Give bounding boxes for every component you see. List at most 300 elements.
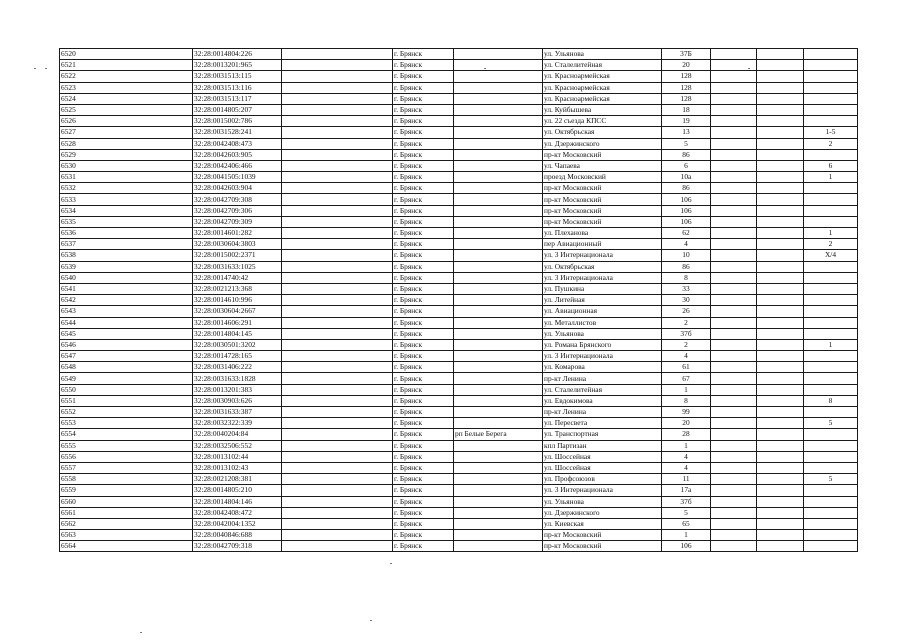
street-cell: ул. Евдокимова: [543, 395, 662, 406]
street-cell: ул. Дзержинского: [543, 507, 662, 518]
scan-speck: [484, 68, 486, 69]
city-cell: г. Брянск: [393, 216, 454, 227]
apartment-cell: 6: [804, 160, 858, 171]
empty-cell: [282, 295, 393, 306]
empty-cell: [711, 49, 757, 60]
house-number-cell: 37б: [662, 496, 711, 507]
record-number: 6563: [60, 530, 193, 541]
record-number: 6520: [60, 49, 193, 60]
empty-cell: [757, 362, 804, 373]
house-number-cell: 8: [662, 395, 711, 406]
empty-cell: [282, 485, 393, 496]
table-row: [60, 82, 858, 93]
apartment-cell: 5: [804, 418, 858, 429]
city-cell: г. Брянск: [393, 418, 454, 429]
street-cell: пр-кт Ленина: [543, 407, 662, 418]
apartment-cell: [804, 530, 858, 541]
empty-cell: [711, 261, 757, 272]
record-number: 6538: [60, 250, 193, 261]
house-number-cell: 13: [662, 127, 711, 138]
table-row: [60, 362, 858, 373]
cadastral-number: 32:28:0013201:383: [193, 384, 282, 395]
record-number: 6528: [60, 138, 193, 149]
city-cell: г. Брянск: [393, 239, 454, 250]
table-row: [60, 205, 858, 216]
record-number: 6547: [60, 351, 193, 362]
cadastral-number: 32:28:0042603:905: [193, 149, 282, 160]
empty-cell: [711, 183, 757, 194]
cadastral-number: 32:28:0015002:2371: [193, 250, 282, 261]
scan-speck: [370, 620, 372, 621]
apartment-cell: [804, 82, 858, 93]
record-number: 6544: [60, 317, 193, 328]
empty-cell: [757, 295, 804, 306]
house-number-cell: 61: [662, 362, 711, 373]
apartment-cell: 2: [804, 138, 858, 149]
cadastral-number: 32:28:0031513:117: [193, 93, 282, 104]
table-row: [60, 429, 858, 440]
house-number-cell: 128: [662, 93, 711, 104]
table-row: [60, 395, 858, 406]
house-number-cell: 30: [662, 295, 711, 306]
city-cell: г. Брянск: [393, 82, 454, 93]
empty-cell: [711, 127, 757, 138]
empty-cell: [711, 228, 757, 239]
empty-cell: [711, 116, 757, 127]
cadastral-number: 32:28:0040204:84: [193, 429, 282, 440]
settlement-cell: [454, 149, 543, 160]
empty-cell: [711, 272, 757, 283]
settlement-cell: [454, 116, 543, 127]
apartment-cell: [804, 485, 858, 496]
empty-cell: [757, 49, 804, 60]
record-number: 6530: [60, 160, 193, 171]
house-number-cell: 5: [662, 138, 711, 149]
house-number-cell: 4: [662, 451, 711, 462]
table-row: [60, 351, 858, 362]
cadastral-number: 32:28:0014606:291: [193, 317, 282, 328]
table-row: [60, 104, 858, 115]
city-cell: г. Брянск: [393, 541, 454, 552]
scan-speck: [45, 68, 47, 69]
city-cell: г. Брянск: [393, 395, 454, 406]
empty-cell: [282, 328, 393, 339]
empty-cell: [282, 474, 393, 485]
record-number: 6524: [60, 93, 193, 104]
empty-cell: [757, 216, 804, 227]
settlement-cell: [454, 82, 543, 93]
apartment-cell: [804, 205, 858, 216]
record-number: 6557: [60, 462, 193, 473]
empty-cell: [282, 205, 393, 216]
empty-cell: [282, 127, 393, 138]
empty-cell: [711, 485, 757, 496]
apartment-cell: [804, 116, 858, 127]
street-cell: ул. Ульянова: [543, 328, 662, 339]
settlement-cell: [454, 306, 543, 317]
cadastral-number: 32:28:0013201:965: [193, 60, 282, 71]
record-number: 6531: [60, 172, 193, 183]
empty-cell: [757, 474, 804, 485]
street-cell: ул. 3 Интернационала: [543, 485, 662, 496]
house-number-cell: 26: [662, 306, 711, 317]
empty-cell: [711, 172, 757, 183]
apartment-cell: [804, 317, 858, 328]
record-number: 6521: [60, 60, 193, 71]
table-row: [60, 127, 858, 138]
empty-cell: [711, 160, 757, 171]
empty-cell: [711, 440, 757, 451]
street-cell: кпл Партизан: [543, 440, 662, 451]
table-row: [60, 183, 858, 194]
city-cell: г. Брянск: [393, 451, 454, 462]
cadastral-number: 32:28:0030501:3202: [193, 339, 282, 350]
empty-cell: [282, 216, 393, 227]
record-number: 6551: [60, 395, 193, 406]
street-cell: ул. Шоссейная: [543, 451, 662, 462]
apartment-cell: [804, 272, 858, 283]
empty-cell: [282, 351, 393, 362]
city-cell: г. Брянск: [393, 507, 454, 518]
apartment-cell: [804, 351, 858, 362]
record-number: 6548: [60, 362, 193, 373]
house-number-cell: 62: [662, 228, 711, 239]
record-number: 6558: [60, 474, 193, 485]
empty-cell: [711, 138, 757, 149]
city-cell: г. Брянск: [393, 194, 454, 205]
empty-cell: [757, 138, 804, 149]
apartment-cell: [804, 429, 858, 440]
empty-cell: [711, 395, 757, 406]
empty-cell: [757, 373, 804, 384]
empty-cell: [757, 328, 804, 339]
cadastral-number: 32:28:0014805:207: [193, 104, 282, 115]
empty-cell: [757, 172, 804, 183]
empty-cell: [282, 60, 393, 71]
apartment-cell: [804, 93, 858, 104]
settlement-cell: [454, 60, 543, 71]
house-number-cell: 1: [662, 384, 711, 395]
city-cell: г. Брянск: [393, 104, 454, 115]
table-row: [60, 518, 858, 529]
table-row: [60, 496, 858, 507]
apartment-cell: [804, 407, 858, 418]
table-row: [60, 418, 858, 429]
street-cell: пр-кт Московский: [543, 205, 662, 216]
settlement-cell: [454, 362, 543, 373]
empty-cell: [282, 317, 393, 328]
empty-cell: [711, 339, 757, 350]
empty-cell: [711, 82, 757, 93]
street-cell: ул. Металлистов: [543, 317, 662, 328]
empty-cell: [711, 373, 757, 384]
empty-cell: [711, 418, 757, 429]
empty-cell: [757, 306, 804, 317]
street-cell: пр-кт Московский: [543, 541, 662, 552]
street-cell: ул. Октябрьская: [543, 261, 662, 272]
cadastral-number: 32:28:0014804:146: [193, 496, 282, 507]
street-cell: ул. Ульянова: [543, 49, 662, 60]
table-row: [60, 60, 858, 71]
record-number: 6554: [60, 429, 193, 440]
record-number: 6526: [60, 116, 193, 127]
empty-cell: [282, 272, 393, 283]
street-cell: ул. 22 съезда КПСС: [543, 116, 662, 127]
street-cell: ул. 3 Интернационала: [543, 272, 662, 283]
empty-cell: [711, 239, 757, 250]
city-cell: г. Брянск: [393, 306, 454, 317]
house-number-cell: 10а: [662, 172, 711, 183]
empty-cell: [282, 49, 393, 60]
empty-cell: [282, 507, 393, 518]
city-cell: г. Брянск: [393, 328, 454, 339]
street-cell: пер Авиационный: [543, 239, 662, 250]
street-cell: ул. Романа Брянского: [543, 339, 662, 350]
house-number-cell: 1: [662, 440, 711, 451]
empty-cell: [711, 216, 757, 227]
city-cell: г. Брянск: [393, 530, 454, 541]
house-number-cell: 106: [662, 541, 711, 552]
table-row: [60, 507, 858, 518]
cadastral-number: 32:28:0040846:688: [193, 530, 282, 541]
street-cell: ул. Ульянова: [543, 496, 662, 507]
street-cell: ул. 3 Интернационала: [543, 351, 662, 362]
settlement-cell: [454, 485, 543, 496]
city-cell: г. Брянск: [393, 71, 454, 82]
table-row: [60, 138, 858, 149]
apartment-cell: [804, 462, 858, 473]
house-number-cell: 99: [662, 407, 711, 418]
record-number: 6536: [60, 228, 193, 239]
apartment-cell: 5: [804, 474, 858, 485]
city-cell: г. Брянск: [393, 518, 454, 529]
empty-cell: [757, 418, 804, 429]
empty-cell: [757, 250, 804, 261]
street-cell: ул. Куйбышева: [543, 104, 662, 115]
city-cell: г. Брянск: [393, 317, 454, 328]
city-cell: г. Брянск: [393, 261, 454, 272]
settlement-cell: [454, 451, 543, 462]
table-row: [60, 541, 858, 552]
cadastral-number: 32:28:0014601:282: [193, 228, 282, 239]
empty-cell: [757, 239, 804, 250]
apartment-cell: [804, 451, 858, 462]
empty-cell: [711, 518, 757, 529]
apartment-cell: [804, 440, 858, 451]
city-cell: г. Брянск: [393, 116, 454, 127]
empty-cell: [711, 507, 757, 518]
table-row: [60, 485, 858, 496]
empty-cell: [757, 205, 804, 216]
empty-cell: [711, 429, 757, 440]
empty-cell: [282, 429, 393, 440]
empty-cell: [757, 127, 804, 138]
house-number-cell: 65: [662, 518, 711, 529]
street-cell: ул. 3 Интернационала: [543, 250, 662, 261]
cadastral-number: 32:28:0021208:381: [193, 474, 282, 485]
settlement-cell: [454, 395, 543, 406]
record-number: 6527: [60, 127, 193, 138]
empty-cell: [282, 138, 393, 149]
settlement-cell: [454, 205, 543, 216]
street-cell: пр-кт Московский: [543, 194, 662, 205]
empty-cell: [711, 250, 757, 261]
street-cell: ул. Сталелитейная: [543, 384, 662, 395]
apartment-cell: [804, 149, 858, 160]
empty-cell: [757, 407, 804, 418]
empty-cell: [711, 530, 757, 541]
empty-cell: [711, 541, 757, 552]
settlement-cell: [454, 384, 543, 395]
record-number: 6529: [60, 149, 193, 160]
settlement-cell: [454, 295, 543, 306]
empty-cell: [282, 172, 393, 183]
apartment-cell: [804, 518, 858, 529]
apartment-cell: 1-5: [804, 127, 858, 138]
table-row: [60, 149, 858, 160]
cadastral-number: 32:28:0030604:3803: [193, 239, 282, 250]
apartment-cell: [804, 104, 858, 115]
settlement-cell: [454, 138, 543, 149]
table-row: [60, 93, 858, 104]
cadastral-number: 32:28:0042709:318: [193, 541, 282, 552]
record-number: 6550: [60, 384, 193, 395]
empty-cell: [757, 462, 804, 473]
record-number: 6537: [60, 239, 193, 250]
cadastral-number: 32:28:0042709:309: [193, 216, 282, 227]
city-cell: г. Брянск: [393, 60, 454, 71]
city-cell: г. Брянск: [393, 496, 454, 507]
table-row: [60, 172, 858, 183]
record-number: 6555: [60, 440, 193, 451]
table-row: [60, 250, 858, 261]
empty-cell: [757, 317, 804, 328]
empty-cell: [757, 261, 804, 272]
empty-cell: [711, 205, 757, 216]
record-number: 6533: [60, 194, 193, 205]
empty-cell: [282, 418, 393, 429]
empty-cell: [282, 82, 393, 93]
house-number-cell: 19: [662, 116, 711, 127]
empty-cell: [757, 194, 804, 205]
house-number-cell: 1: [662, 530, 711, 541]
empty-cell: [757, 104, 804, 115]
empty-cell: [282, 339, 393, 350]
empty-cell: [282, 283, 393, 294]
city-cell: г. Брянск: [393, 373, 454, 384]
empty-cell: [282, 116, 393, 127]
scan-speck: [34, 68, 36, 69]
apartment-cell: [804, 71, 858, 82]
city-cell: г. Брянск: [393, 440, 454, 451]
street-cell: ул. Красноармейская: [543, 82, 662, 93]
street-cell: ул. Пересвета: [543, 418, 662, 429]
table-row: [60, 474, 858, 485]
empty-cell: [757, 451, 804, 462]
table-row: [60, 116, 858, 127]
cadastral-number: 32:28:0042709:308: [193, 194, 282, 205]
record-number: 6552: [60, 407, 193, 418]
settlement-cell: [454, 216, 543, 227]
settlement-cell: [454, 239, 543, 250]
settlement-cell: [454, 462, 543, 473]
house-number-cell: 20: [662, 60, 711, 71]
cadastral-number: 32:28:0032506:552: [193, 440, 282, 451]
empty-cell: [282, 462, 393, 473]
empty-cell: [282, 530, 393, 541]
empty-cell: [711, 104, 757, 115]
house-number-cell: 106: [662, 216, 711, 227]
scan-speck: [390, 563, 392, 564]
empty-cell: [757, 440, 804, 451]
apartment-cell: [804, 384, 858, 395]
apartment-cell: 2: [804, 239, 858, 250]
city-cell: г. Брянск: [393, 339, 454, 350]
street-cell: ул. Чапаева: [543, 160, 662, 171]
street-cell: ул. Шоссейная: [543, 462, 662, 473]
settlement-cell: рп Белые Берега: [454, 429, 543, 440]
house-number-cell: 86: [662, 261, 711, 272]
empty-cell: [711, 474, 757, 485]
record-number: 6539: [60, 261, 193, 272]
house-number-cell: 86: [662, 149, 711, 160]
cadastral-number: 32:28:0042408:472: [193, 507, 282, 518]
empty-cell: [282, 384, 393, 395]
empty-cell: [282, 362, 393, 373]
city-cell: г. Брянск: [393, 462, 454, 473]
cadastral-number: 32:28:0042004:1352: [193, 518, 282, 529]
cadastral-number: 32:28:0014804:226: [193, 49, 282, 60]
settlement-cell: [454, 104, 543, 115]
settlement-cell: [454, 541, 543, 552]
empty-cell: [757, 384, 804, 395]
record-number: 6562: [60, 518, 193, 529]
house-number-cell: 2: [662, 317, 711, 328]
empty-cell: [757, 496, 804, 507]
empty-cell: [757, 93, 804, 104]
settlement-cell: [454, 351, 543, 362]
city-cell: г. Брянск: [393, 407, 454, 418]
record-number: 6540: [60, 272, 193, 283]
apartment-cell: [804, 194, 858, 205]
empty-cell: [282, 395, 393, 406]
apartment-cell: Х/4: [804, 250, 858, 261]
empty-cell: [711, 351, 757, 362]
empty-cell: [282, 518, 393, 529]
city-cell: г. Брянск: [393, 205, 454, 216]
settlement-cell: [454, 49, 543, 60]
cadastral-number: 32:28:0014740:42: [193, 272, 282, 283]
street-cell: ул. Дзержинского: [543, 138, 662, 149]
street-cell: ул. Киевская: [543, 518, 662, 529]
city-cell: г. Брянск: [393, 362, 454, 373]
table-row: [60, 451, 858, 462]
house-number-cell: 28: [662, 429, 711, 440]
city-cell: г. Брянск: [393, 127, 454, 138]
empty-cell: [282, 373, 393, 384]
city-cell: г. Брянск: [393, 474, 454, 485]
empty-cell: [757, 507, 804, 518]
apartment-cell: [804, 362, 858, 373]
cadastral-number: 32:28:0031633:387: [193, 407, 282, 418]
city-cell: г. Брянск: [393, 283, 454, 294]
apartment-cell: [804, 283, 858, 294]
record-number: 6534: [60, 205, 193, 216]
city-cell: г. Брянск: [393, 172, 454, 183]
settlement-cell: [454, 261, 543, 272]
street-cell: пр-кт Московский: [543, 149, 662, 160]
house-number-cell: 5: [662, 507, 711, 518]
